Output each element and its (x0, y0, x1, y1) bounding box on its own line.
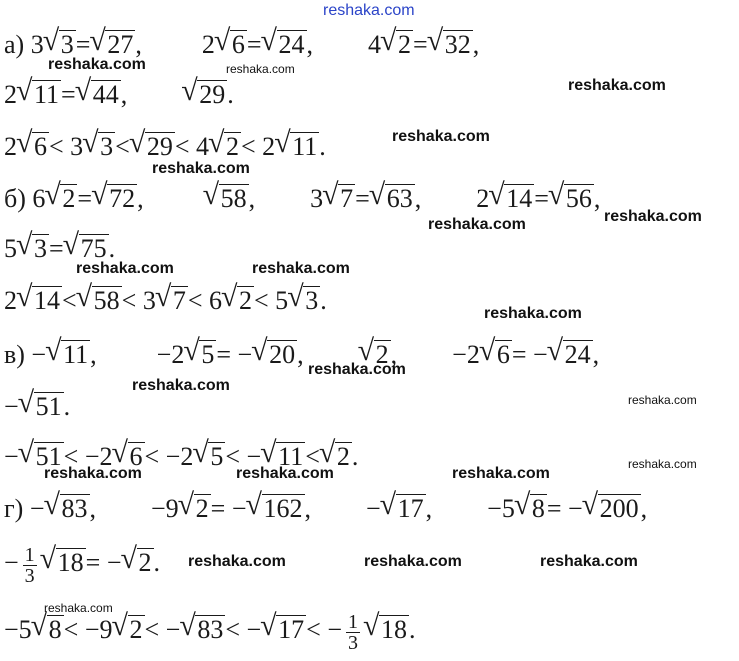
radicand: 2 (398, 30, 412, 59)
math-text: −5 (487, 494, 515, 523)
sqrt-expression (549, 338, 593, 372)
line-v2 (4, 390, 70, 424)
sqrt-expression (77, 78, 121, 112)
radicand: 200 (599, 494, 639, 523)
math-text: < 2 (241, 132, 276, 161)
sqrt-expression (253, 338, 297, 372)
math-text: = (534, 184, 549, 213)
math-text: − (4, 442, 19, 471)
math-text: , (135, 30, 142, 59)
line-b1 (4, 182, 600, 216)
math-text: , (414, 184, 422, 213)
sqrt-expression (84, 130, 115, 164)
radicand: 2 (129, 615, 143, 645)
sqrt-expression (46, 182, 77, 216)
math-text: < − (144, 615, 181, 645)
math-text: , (306, 30, 314, 59)
radicand: 63 (386, 184, 413, 213)
sqrt-expression (18, 232, 49, 266)
sqrt-expression (550, 182, 594, 216)
sqrt-expression (481, 338, 512, 372)
radicand: 29 (199, 80, 226, 109)
radicand: 17 (397, 494, 424, 523)
math-text: < 3 (49, 132, 84, 161)
math-text: , (472, 30, 480, 59)
sqrt-expression (516, 492, 547, 526)
radicand: 18 (57, 548, 84, 578)
radicand: 20 (269, 340, 296, 369)
watermark: reshaka.com (628, 393, 697, 407)
math-text: , (297, 340, 304, 369)
sqrt-expression (248, 492, 305, 526)
math-text: , (390, 340, 398, 369)
math-text: 3 (310, 184, 324, 213)
math-text: −2 (156, 340, 185, 369)
math-text: = (355, 184, 370, 213)
watermark: reshaka.com (236, 465, 334, 482)
math-text: 2 (201, 30, 215, 59)
radicand: 2 (336, 442, 350, 471)
watermark: reshaka.com (392, 128, 490, 145)
radicand: 2 (375, 340, 389, 369)
math-text: , (425, 494, 433, 523)
sqrt-expression (223, 284, 254, 318)
radicand: 2 (226, 132, 240, 161)
sqrt-expression (18, 78, 61, 112)
math-text: − (4, 392, 19, 421)
watermark: reshaka.com (188, 553, 286, 570)
math-text: < −9 (63, 615, 113, 645)
math-text: = (246, 30, 262, 59)
radicand: 24 (564, 340, 591, 369)
sqrt-expression (382, 28, 413, 62)
radicand: 51 (35, 442, 62, 471)
radicand: 14 (34, 286, 60, 315)
fraction-denominator: 3 (24, 565, 35, 587)
math-text: < 6 (187, 286, 223, 315)
math-text: = (61, 80, 76, 109)
radicand: 6 (34, 132, 47, 161)
math-text: < − (306, 615, 342, 645)
math-text: , (137, 184, 144, 213)
line-a2 (4, 78, 234, 112)
fraction-denominator: 3 (347, 632, 358, 654)
watermark: reshaka.com (540, 553, 638, 570)
radicand: 5 (210, 442, 224, 471)
sqrt-expression (371, 182, 415, 216)
watermark: reshaka.com (428, 216, 526, 233)
radicand: 11 (292, 132, 318, 161)
watermark: reshaka.com (308, 361, 406, 378)
radicand: 24 (278, 30, 305, 59)
radicand: 83 (197, 615, 224, 645)
math-text: . (108, 234, 116, 263)
fraction (23, 545, 37, 586)
sqrt-expression (123, 546, 154, 580)
sqrt-expression (365, 613, 409, 647)
radicand: 3 (60, 30, 74, 59)
watermark: reshaka.com (44, 465, 142, 482)
watermark: reshaka.com (484, 305, 582, 322)
math-text: , (120, 80, 128, 109)
radicand: 3 (100, 132, 114, 161)
radicand: 32 (444, 30, 471, 59)
sqrt-expression (18, 284, 62, 318)
sqrt-expression (262, 613, 306, 647)
math-text: < − (225, 615, 262, 645)
sqrt-expression (78, 284, 122, 318)
sqrt-expression (205, 182, 249, 216)
watermark: reshaka.com (152, 160, 250, 177)
radicand: 83 (61, 494, 88, 523)
sqrt-expression (183, 78, 227, 112)
sqrt-expression (20, 390, 64, 424)
radicand: 29 (146, 132, 173, 161)
math-text: 2 (4, 286, 17, 315)
math-text: , (90, 340, 97, 369)
fraction (346, 612, 360, 653)
sqrt-expression (216, 28, 247, 62)
math-text: < −2 (63, 442, 113, 471)
radicand: 75 (80, 234, 107, 263)
radicand: 162 (263, 494, 303, 523)
math-text: = (75, 30, 91, 59)
radicand: 56 (565, 184, 592, 213)
radicand: 72 (109, 184, 136, 213)
radicand: 8 (531, 494, 545, 523)
math-text: = (49, 234, 64, 263)
math-text: г) − (4, 494, 45, 523)
radicand: 2 (138, 548, 152, 578)
sqrt-expression (18, 130, 49, 164)
radicand: 3 (34, 234, 47, 263)
line-g3 (4, 611, 416, 654)
math-text: −9 (151, 494, 179, 523)
watermark: reshaka.com (44, 601, 113, 615)
math-text: , (89, 494, 96, 523)
sqrt-expression (93, 182, 137, 216)
sqrt-expression (131, 130, 175, 164)
sqrt-expression (263, 28, 307, 62)
math-text: < (305, 442, 320, 471)
math-text: 5 (4, 234, 17, 263)
sqrt-expression (194, 440, 225, 474)
math-text: , (592, 340, 600, 369)
line-g1 (4, 492, 647, 526)
math-text: 4 (368, 30, 382, 59)
math-text: = − (546, 494, 583, 523)
math-text: . (320, 286, 327, 315)
radicand: 14 (506, 184, 533, 213)
radicand: 18 (380, 615, 407, 645)
math-text: . (63, 392, 71, 421)
math-text: = (77, 184, 93, 213)
radicand: 27 (107, 30, 134, 59)
radicand: 11 (63, 340, 89, 369)
math-text: < 5 (254, 286, 289, 315)
math-text: < (62, 286, 77, 315)
sqrt-expression (429, 28, 473, 62)
math-text: , (248, 184, 256, 213)
watermark: reshaka.com (48, 56, 146, 73)
radicand: 3 (305, 286, 319, 315)
radicand: 5 (201, 340, 215, 369)
math-text: , (304, 494, 311, 523)
line-a3 (4, 130, 326, 164)
radicand: 2 (195, 494, 209, 523)
math-text: , (593, 184, 601, 213)
math-text: − (4, 548, 19, 578)
math-text: < − (225, 442, 262, 471)
radicand: 8 (48, 615, 62, 645)
math-text: −2 (452, 340, 480, 369)
sqrt-expression (324, 182, 355, 216)
radicand: 44 (92, 80, 119, 109)
sqrt-expression (114, 613, 145, 647)
radicand: 11 (278, 442, 304, 471)
math-text: = − (210, 494, 247, 523)
line-v1 (4, 338, 599, 372)
radicand: 2 (62, 184, 76, 213)
radicand: 6 (129, 442, 143, 471)
watermark: reshaka.com (628, 457, 697, 471)
radicand: 11 (34, 80, 60, 109)
math-text: < 3 (121, 286, 156, 315)
watermark: reshaka.com (226, 62, 295, 76)
line-b3 (4, 284, 327, 318)
sqrt-expression (584, 492, 641, 526)
sqrt-expression (289, 284, 320, 318)
sqrt-expression (210, 130, 241, 164)
math-text: а) 3 (4, 30, 44, 59)
sqrt-expression (46, 492, 90, 526)
math-text: . (319, 132, 326, 161)
sqrt-expression (33, 613, 64, 647)
watermark: reshaka.com (252, 260, 350, 277)
math-text: − (366, 494, 381, 523)
header-watermark: reshaka.com (323, 2, 415, 19)
radicand: 58 (220, 184, 247, 213)
sqrt-expression (180, 492, 211, 526)
math-text: 2 (4, 80, 17, 109)
radicand: 7 (340, 184, 354, 213)
fraction-numerator: 1 (347, 611, 358, 633)
math-text: < (115, 132, 130, 161)
watermark: reshaka.com (604, 208, 702, 225)
sqrt-expression (42, 546, 86, 580)
sqrt-expression (157, 284, 188, 318)
math-text: б) 6 (4, 184, 46, 213)
radicand: 58 (93, 286, 120, 315)
radicand: 2 (239, 286, 253, 315)
math-text: < −2 (144, 442, 194, 471)
line-g2 (4, 544, 160, 587)
sqrt-expression (490, 182, 534, 216)
math-text: 2 (476, 184, 490, 213)
math-text: −5 (4, 615, 32, 645)
watermark: reshaka.com (364, 553, 462, 570)
watermark: reshaka.com (76, 260, 174, 277)
sqrt-expression (47, 338, 90, 372)
radicand: 6 (231, 30, 245, 59)
radicand: 51 (35, 392, 62, 421)
math-text: . (351, 442, 359, 471)
math-text: = − (85, 548, 122, 578)
math-text: . (153, 548, 160, 578)
radicand: 17 (278, 615, 305, 645)
math-text: 2 (4, 132, 17, 161)
math-text: . (408, 615, 416, 645)
math-text: = − (216, 340, 253, 369)
math-text: в) − (4, 340, 47, 369)
watermark: reshaka.com (132, 377, 230, 394)
sqrt-expression (185, 338, 216, 372)
fraction-numerator: 1 (24, 544, 35, 566)
math-text: , (640, 494, 648, 523)
sqrt-expression (382, 492, 426, 526)
radicand: 7 (172, 286, 186, 315)
sqrt-expression (276, 130, 319, 164)
watermark: reshaka.com (452, 465, 550, 482)
radicand: 6 (496, 340, 510, 369)
math-text: < 4 (174, 132, 210, 161)
sqrt-expression (181, 613, 225, 647)
math-text: . (227, 80, 234, 109)
math-text: = (413, 30, 428, 59)
watermark: reshaka.com (568, 77, 666, 94)
math-text: = − (511, 340, 548, 369)
